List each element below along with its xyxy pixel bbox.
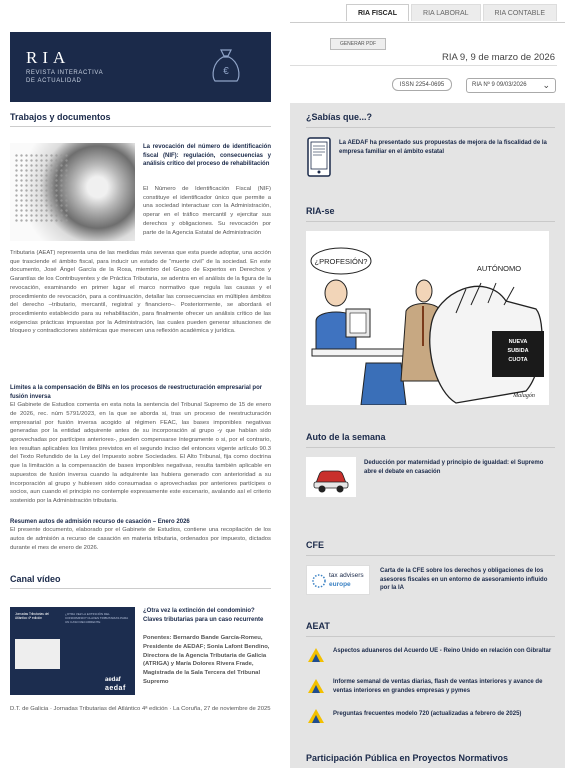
- divider: [306, 636, 555, 637]
- video-headline[interactable]: ¿Otra vez la extinción del condominio? Claves tributarias para un caso recurrente: [143, 608, 264, 624]
- video-speakers: Ponentes: Bernardo Bande García-Romeu, Presidente de AEDAF; Sonia Lafont Bendino, Directora de la Agencia Tributaria de Galicia (ATRIGA) y María Dolores Rivera Frade, Magistrada de la Sala Tercera del Tribunal Supremo: [143, 635, 270, 685]
- svg-text:€: €: [223, 66, 229, 77]
- section-title-auto: Auto de la semana: [306, 432, 386, 442]
- aeat-logo-icon: [306, 646, 326, 664]
- article-text-continued: Tributaria (AEAT) representa una de las medidas más severas que esta puede adoptar, una acción que trasciende el ámbito fiscal, para inducir un estado de “muerte civil” de la sociedad. En este documento, José Ángel García de la Rosa, miembro del Grupo de Expertos en Derechos y Garantías de los Contribuyentes y de Práctica Tributaria, se adentra en el análisis de la figura de la revocación, examinando en primer lugar el marco normativo que regula las causas y el procedimiento de revocación, para a continuación, detallar las consecuencias en múltiples ámbitos del derecho –tributario, mercantil, registral y financiero–. Posteriormente, se abordará el procedimiento establecido para su rehabilitación, para finalmente ofrecer un análisis crítico de las exigencias prácticas impuestas por la Administración, las cuales pueden generar situaciones de bloqueo y contradicciones sistémicas que merecen una reflexión académica y jurídica.: [10, 250, 271, 335]
- cartoon-drawing: [306, 231, 549, 405]
- cartoon-bubble-text: ¿PROFESIÓN?: [314, 257, 368, 266]
- thumb-title: Jornadas Tributarias del Atlántico 4ª edición: [15, 612, 50, 621]
- auto-item[interactable]: [306, 457, 556, 502]
- section-title-riase: RIA-se: [306, 206, 335, 216]
- money-bag-icon: [209, 46, 243, 86]
- issn-badge: ISSN 2254-0695: [392, 78, 452, 91]
- article-image-face[interactable]: [10, 143, 135, 241]
- section-title-trabajos: Trabajos y documentos: [10, 112, 271, 127]
- video-item: [10, 607, 271, 717]
- article-text: El Número de Identificación Fiscal (NIF) constituye el identificador único que permite a una sociedad interactuar con la Administración, operar en el tráfico mercantil y ejercitar sus derechos y obligaciones. Su revocación por parte de la Agencia Estatal de Administración: [143, 186, 271, 236]
- divider: [306, 555, 555, 556]
- cartoon-sign-l2: SUBIDA: [507, 348, 529, 354]
- tab-ria-laboral[interactable]: RIA LABORAL: [411, 4, 481, 21]
- stars-icon: [311, 573, 327, 589]
- article-headline-bins[interactable]: Límites a la compensación de BINs en los procesos de reestructuración empresarial por fusión inversa: [10, 385, 263, 400]
- section-title-sabias: ¿Sabías que...?: [306, 112, 373, 122]
- cartoon-label-text: AUTÓNOMO: [476, 264, 522, 273]
- car-icon: [306, 457, 356, 497]
- aeat-logo-icon: [306, 677, 326, 695]
- left-column: [10, 112, 271, 717]
- sabias-item[interactable]: [306, 137, 556, 177]
- aeat-logo-icon: [306, 707, 326, 725]
- ria-logo: RIA: [26, 48, 71, 67]
- cartoon-sign-l3: CUOTA: [508, 357, 528, 363]
- ria-banner[interactable]: [10, 32, 271, 102]
- issue-select-value: RIA Nº 9 09/03/2026: [472, 82, 527, 88]
- tab-divider: [290, 22, 565, 23]
- banner-subtitle: [26, 69, 103, 85]
- article-nif: [10, 143, 271, 371]
- chevron-down-icon: ⌄: [542, 80, 550, 90]
- right-column: [290, 103, 565, 768]
- aedaf-logo: aedaf: [105, 685, 126, 693]
- cfe-logo: [306, 565, 370, 595]
- issue-select[interactable]: [466, 78, 556, 93]
- section-title-participacion: Participación Pública en Proyectos Normativos: [306, 753, 509, 763]
- divider: [306, 127, 555, 128]
- cfe-text[interactable]: Carta de la CFE sobre los derechos y obligaciones de los asesores fiscales en un entorno de asesoramiento influido por la IA: [380, 568, 548, 591]
- cartoon-image[interactable]: [306, 231, 549, 405]
- article-headline[interactable]: La revocación del número de identificación fiscal (NIF): regulación, consecuencias y análisis crítico del proceso de rehabilitación: [143, 144, 271, 167]
- cartoon-signature: Malagón: [513, 393, 535, 399]
- thumb-photo: [15, 639, 60, 669]
- divider: [306, 221, 555, 222]
- cartoon-sign-l1: NUEVA: [508, 339, 528, 345]
- aeat-item-text[interactable]: Informe semanal de ventas diarias, flash de ventas interiores y avance de ventas interiores en grandes empresas y pymes: [333, 679, 543, 694]
- aeat-item-text[interactable]: Preguntas frecuentes modelo 720 (actualizadas a febrero de 2025): [333, 711, 522, 717]
- banner-subtitle-line1: REVISTA INTERACTIVA: [26, 70, 104, 76]
- tab-ria-contable[interactable]: RIA CONTABLE: [483, 4, 557, 21]
- aeat-item-1[interactable]: [306, 646, 556, 668]
- section-title-cfe: CFE: [306, 540, 324, 550]
- section-title-aeat: AEAT: [306, 621, 330, 631]
- issue-title: RIA 9, 9 de marzo de 2026: [441, 52, 555, 63]
- aedaf-logo-small: aedaf: [105, 677, 121, 684]
- tablet-icon: [306, 137, 332, 177]
- thumb-subtitle: ¿OTRA VEZ LA EXTINCIÓN DEL CONDOMINIO? CLAVES TRIBUTARIAS PARA UN CASO RECURRENTE: [65, 612, 128, 625]
- generate-pdf-button[interactable]: GENERAR PDF: [330, 38, 386, 50]
- article-headline-autos[interactable]: Resumen autos de admisión recurso de casación – Enero 2026: [10, 518, 190, 525]
- auto-text[interactable]: Deducción por maternidad y principio de igualdad: el Supremo abre el debate en casación: [364, 460, 544, 475]
- article-text-bins: El Gabinete de Estudios comenta en esta nota la sentencia del Tribunal Supremo de 15 de enero de 2026, rec. núm 5791/2023, en la que se aborda si, tras un proceso de reestructuración empresarial por fusión inversa acogido al régimen FEAC, las bases imponibles negativas generadas por la entidad adquirente antes de su incorporación al grupo -y que habían sido aprovechadas por partícipes anteriores-, pueden compensarse íntegramente o si, por el contrario, les resultan aplicables los límites previstos en el segundo inciso del entonces vigente artículo 90.3 del Texto Refundido de la Ley del Impuesto sobre Sociedades. El Alto Tribunal, fija como doctrina que la limitación a la compensación de bases imponibles negativas, resulta también aplicable en supuestos de fusión inversa cuando la adquirente las hubiera generado con anterioridad a su incorporación al grupo y hubiesen sido consumadas o aprovechadas por anteriores partícipes o socios, aun cuando el principio no contemple expresamente este escenario, avalando así el criterio sostenido por la Administración tributaria.: [10, 402, 271, 504]
- sabias-text[interactable]: La AEDAF ha presentado sus propuestas de mejora de la fiscalidad de la empresa familiar en el ámbito estatal: [339, 140, 547, 155]
- article-text-autos: El presente documento, elaborado por el Gabinete de Estudios, contiene una recopilación de los autos de admisión a recurso de casación en materia tributaria, ordenados por impuesto, dictados durante el mes de enero de 2026.: [10, 527, 271, 551]
- aeat-item-text[interactable]: Aspectos aduaneros del Acuerdo UE - Reino Unido en relación con Gibraltar: [333, 648, 552, 654]
- cfe-item[interactable]: [306, 565, 556, 599]
- cfe-logo-l2: europe: [329, 581, 351, 588]
- video-thumbnail[interactable]: [10, 607, 135, 695]
- aeat-item-3[interactable]: [306, 707, 556, 727]
- tab-ria-fiscal[interactable]: RIA FISCAL: [346, 4, 409, 21]
- video-more: D.T. de Galicia · Jornadas Tributarias del Atlántico 4ª edición · La Coruña, 27 de noviembre de 2025: [10, 706, 271, 713]
- aeat-item-2[interactable]: [306, 677, 556, 699]
- section-title-canal-video: Canal vídeo: [10, 574, 271, 589]
- header-divider: [290, 65, 557, 66]
- banner-subtitle-line2: DE ACTUALIDAD: [26, 78, 82, 84]
- top-tabs: [346, 4, 557, 21]
- cfe-logo-l1: tax advisers: [329, 572, 364, 579]
- divider: [306, 447, 555, 448]
